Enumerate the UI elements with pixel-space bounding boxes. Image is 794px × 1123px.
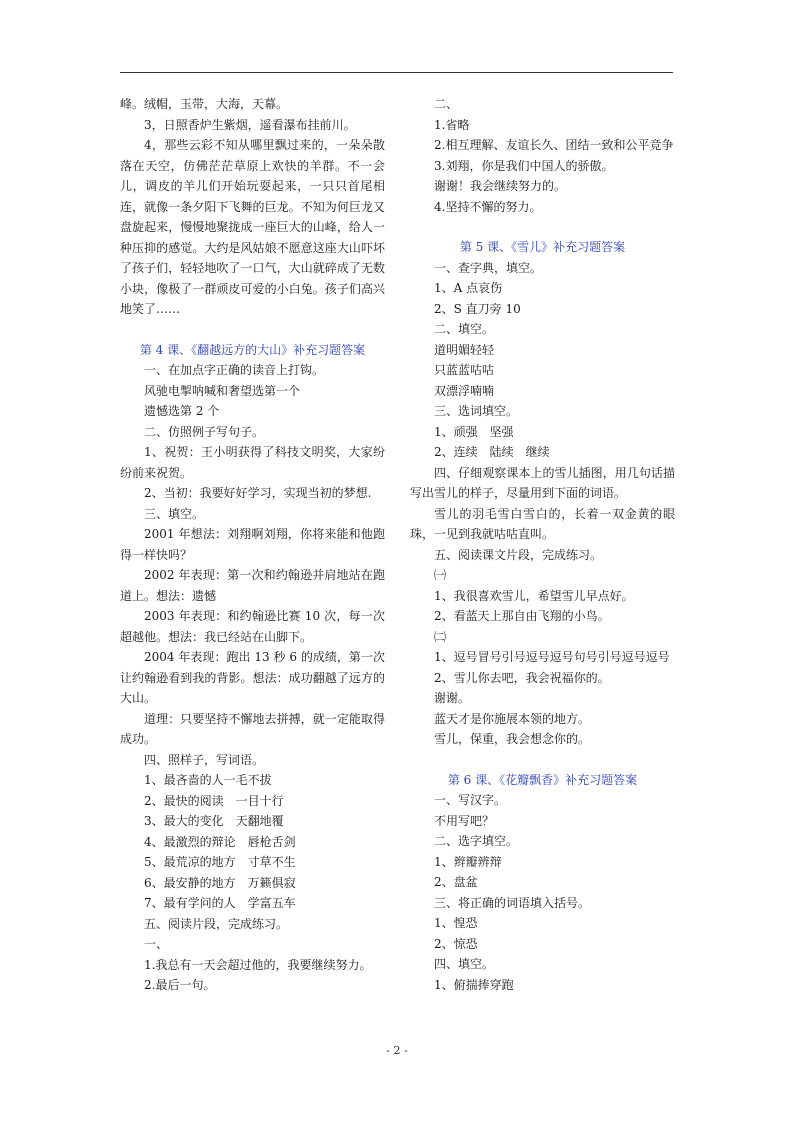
paragraph: 4，那些云彩不知从哪里飘过来的，一朵朵散落在天空，仿佛茫茫草原上欢快的羊群。不一会儿，调皮的羊儿们开始玩耍起来，一只只首尾相连，就像一条夕阳下飞舞的巨龙。不知为何巨龙又盘旋起来，慢慢地聚拢成一座巨大的山峰，给人一种压抑的感觉。大约是风姑娘不愿意这座大山吓坏了孩子们，轻轻地吹了一口气，大山就碎成了无数小块，像极了一群顽皮可爱的小白兔。孩子们高兴地笑了…… (120, 138, 385, 316)
paragraph: 三、选词填空。 (434, 404, 519, 418)
paragraph: 1、我很喜欢雪儿，希望雪儿早点好。 (434, 588, 634, 603)
paragraph: 二、选字填空。 (434, 834, 519, 848)
paragraph: 2.最后一句。 (144, 978, 216, 992)
paragraph: 道理：只要坚持不懈地去拼搏，就一定能取得成功。 (120, 711, 385, 746)
paragraph: 一、在加点字正确的读音上打钩。 (144, 363, 325, 377)
paragraph: 2003 年表现：和约翰逊比赛 10 次，每一次超越他。想法：我已经站在山脚下。 (120, 609, 385, 644)
paragraph: 2001 年想法：刘翔啊刘翔，你将来能和他跑得一样快吗？ (120, 527, 385, 562)
paragraph: ㈡ (434, 629, 447, 644)
paragraph: 五、阅读片段，完成练习。 (144, 916, 289, 931)
page-number: - 2 - (386, 1044, 408, 1057)
paragraph: 蓝天才是你施展本领的地方。 (434, 711, 591, 726)
paragraph: 3，日照香炉生紫烟，遥看瀑布挂前川。 (144, 117, 356, 132)
paragraph: 1、逗号冒号引号逗号逗号句号引号逗号逗号 (434, 650, 670, 664)
paragraph: 四、填空。 (434, 957, 495, 971)
paragraph: 一、 (144, 937, 169, 951)
paragraph: 风驰电掣呐喊和奢望选第一个 (144, 383, 301, 398)
paragraph: 二、 (434, 97, 459, 111)
paragraph: 4.坚持不懈的努力。 (434, 199, 542, 214)
paragraph: 三、将正确的词语填入括号。 (434, 895, 591, 910)
paragraph: 四、照样子，写词语。 (144, 752, 265, 767)
paragraph: 道明媚轻轻 (434, 342, 495, 357)
paragraph: 2004 年表现：跑出 13 秒 6 的成绩，第一次让约翰逊看到我的背影。想法：成功翻越了远方的大山。 (120, 650, 385, 705)
paragraph: 2、惊恐 (434, 936, 478, 951)
paragraph: 雪儿，保重，我会想念你的。 (434, 732, 591, 746)
section-heading: 第 4 课、《翻越远方的大山》补充习题答案 (139, 342, 366, 357)
paragraph: 1、祝贺：王小明获得了科技文明奖，大家纷纷前来祝贺。 (120, 445, 385, 480)
paragraph: 二、填空。 (434, 322, 495, 336)
paragraph: 2、看蓝天上那自由飞翔的小鸟。 (434, 609, 610, 623)
paragraph: 2、连续 陆续 继续 (434, 445, 550, 459)
paragraph: 7、最有学问的人 学富五车 (144, 896, 296, 910)
paragraph: 1、辫瓣辨辩 (434, 854, 502, 869)
paragraph: 峰。绒帽，玉带，大海，天幕。 (120, 97, 289, 111)
paragraph: 2.相互理解、友谊长久、团结一致和公平竞争 (434, 138, 674, 152)
paragraph: 1.我总有一天会超过他的，我要继续努力。 (144, 957, 372, 972)
paragraph: 2、S 直刀旁 10 (434, 301, 521, 316)
paragraph: 1、俯揣捧穿跑 (434, 977, 514, 992)
section-heading: 第 6 课、《花瓣飘香》补充习题答案 (447, 772, 638, 787)
paragraph: ㈠ (434, 568, 447, 582)
right-column (410, 94, 675, 995)
paragraph: 2、最快的阅读 一目十行 (144, 793, 284, 808)
paragraph: 3、最大的变化 天翻地覆 (144, 814, 284, 828)
header-rule (120, 72, 673, 73)
paragraph: 五、阅读课文片段，完成练习。 (434, 547, 603, 562)
paragraph: 二、仿照例子写句子。 (144, 424, 265, 439)
paragraph: 一、写汉字。 (434, 793, 507, 807)
paragraph: 5、最荒凉的地方 寸草不生 (144, 855, 296, 869)
paragraph: 6、最安静的地方 万籁俱寂 (144, 875, 296, 890)
paragraph: 谢谢。 (434, 691, 471, 705)
paragraph: 雪儿的羽毛雪白雪白的，长着一双金黄的眼珠，一见到我就咕咕直叫。 (410, 506, 675, 541)
paragraph: 2、雪儿你去吧，我会祝福你的。 (434, 670, 610, 685)
paragraph: 不用写吧？ (434, 813, 495, 828)
paragraph: 1、顽强 坚强 (434, 424, 514, 439)
paragraph: 2、盘盆 (434, 875, 478, 889)
paragraph: 遗憾选第 2 个 (144, 404, 220, 418)
paragraph: 1、A 点哀伤 (434, 281, 503, 295)
left-column (120, 94, 385, 996)
paragraph: 三、填空。 (144, 506, 205, 521)
paragraph: 1、最吝啬的人一毛不拔 (144, 773, 272, 787)
section-heading: 第 5 课、《雪儿》补充习题答案 (459, 240, 626, 254)
paragraph: 一、查字典，填空。 (434, 260, 543, 275)
paragraph: 1.省略 (434, 117, 470, 132)
paragraph: 谢谢！我会继续努力的。 (434, 179, 567, 193)
paragraph: 双漂浮喃喃 (434, 383, 495, 398)
paragraph: 只蓝蓝咕咕 (434, 363, 495, 377)
paragraph: 四、仔细观察课本上的雪儿插图，用几句话描写出雪儿的样子，尽量用到下面的词语。 (410, 465, 675, 500)
paragraph: 2、当初：我要好好学习，实现当初的梦想. (144, 486, 372, 500)
paragraph: 1、惶恐 (434, 916, 478, 930)
paragraph: 4、最激烈的辩论 唇枪舌剑 (144, 834, 296, 849)
paragraph: 2002 年表现：第一次和约翰逊并肩地站在跑道上。想法：遗憾 (120, 568, 385, 603)
paragraph: 3.刘翔，你是我们中国人的骄傲。 (434, 158, 614, 173)
